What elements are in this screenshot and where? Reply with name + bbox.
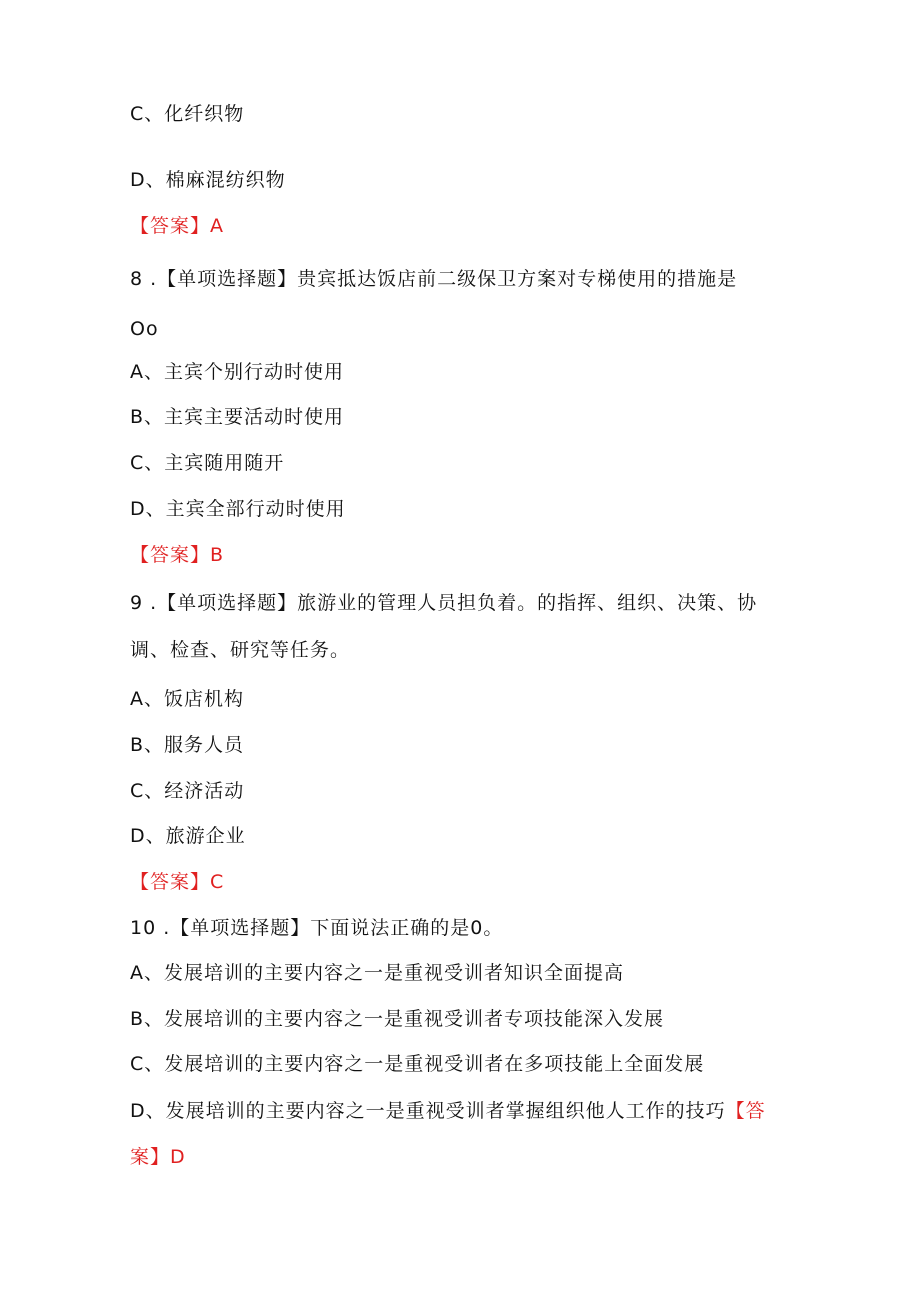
q10-stem: 10 .【单项选择题】下面说法正确的是0。 <box>130 917 504 939</box>
q9-stem-line1: 9 .【单项选择题】旅游业的管理人员担负着。的指挥、组织、决策、协 <box>130 592 758 614</box>
q9-stem-line2: 调、检查、研究等任务。 <box>130 639 351 661</box>
q10-answer <box>130 1144 186 1170</box>
q9-option-c: C、经济活动 <box>130 780 245 802</box>
answer-label: 【答案】 <box>130 544 211 566</box>
answer-label: 【答案】 <box>130 871 211 893</box>
answer-label-start: 【答 <box>725 1100 766 1122</box>
q7-answer <box>130 213 224 239</box>
q8-option-d: D、主宾全部行动时使用 <box>130 498 346 520</box>
q7-option-d: D、棉麻混纺织物 <box>130 169 286 191</box>
answer-value: A <box>210 215 225 237</box>
answer-value: D <box>170 1146 186 1168</box>
q8-stem-line2: Oo <box>130 318 159 340</box>
q10-option-b: B、发展培训的主要内容之一是重视受训者专项技能深入发展 <box>130 1008 665 1030</box>
q8-answer <box>130 542 224 568</box>
answer-label-end: 案】 <box>130 1146 171 1168</box>
q9-option-b: B、服务人员 <box>130 734 245 756</box>
q10-option-a: A、发展培训的主要内容之一是重视受训者知识全面提高 <box>130 962 624 984</box>
q8-option-a: A、主宾个别行动时使用 <box>130 361 344 383</box>
q8-option-c: C、主宾随用随开 <box>130 452 285 474</box>
answer-label: 【答案】 <box>130 215 211 237</box>
answer-value: C <box>210 871 225 893</box>
q10-option-d <box>130 1098 766 1124</box>
q7-option-c: C、化纤织物 <box>130 103 245 125</box>
option-text: D、发展培训的主要内容之一是重视受训者掌握组织他人工作的技巧 <box>130 1100 726 1122</box>
q9-option-a: A、饭店机构 <box>130 688 244 710</box>
q8-stem-line1: 8 .【单项选择题】贵宾抵达饭店前二级保卫方案对专梯使用的措施是 <box>130 268 738 290</box>
q9-option-d: D、旅游企业 <box>130 825 246 847</box>
q10-option-c: C、发展培训的主要内容之一是重视受训者在多项技能上全面发展 <box>130 1053 705 1075</box>
answer-value: B <box>210 544 225 566</box>
q8-option-b: B、主宾主要活动时使用 <box>130 406 345 428</box>
q9-answer <box>130 869 224 895</box>
